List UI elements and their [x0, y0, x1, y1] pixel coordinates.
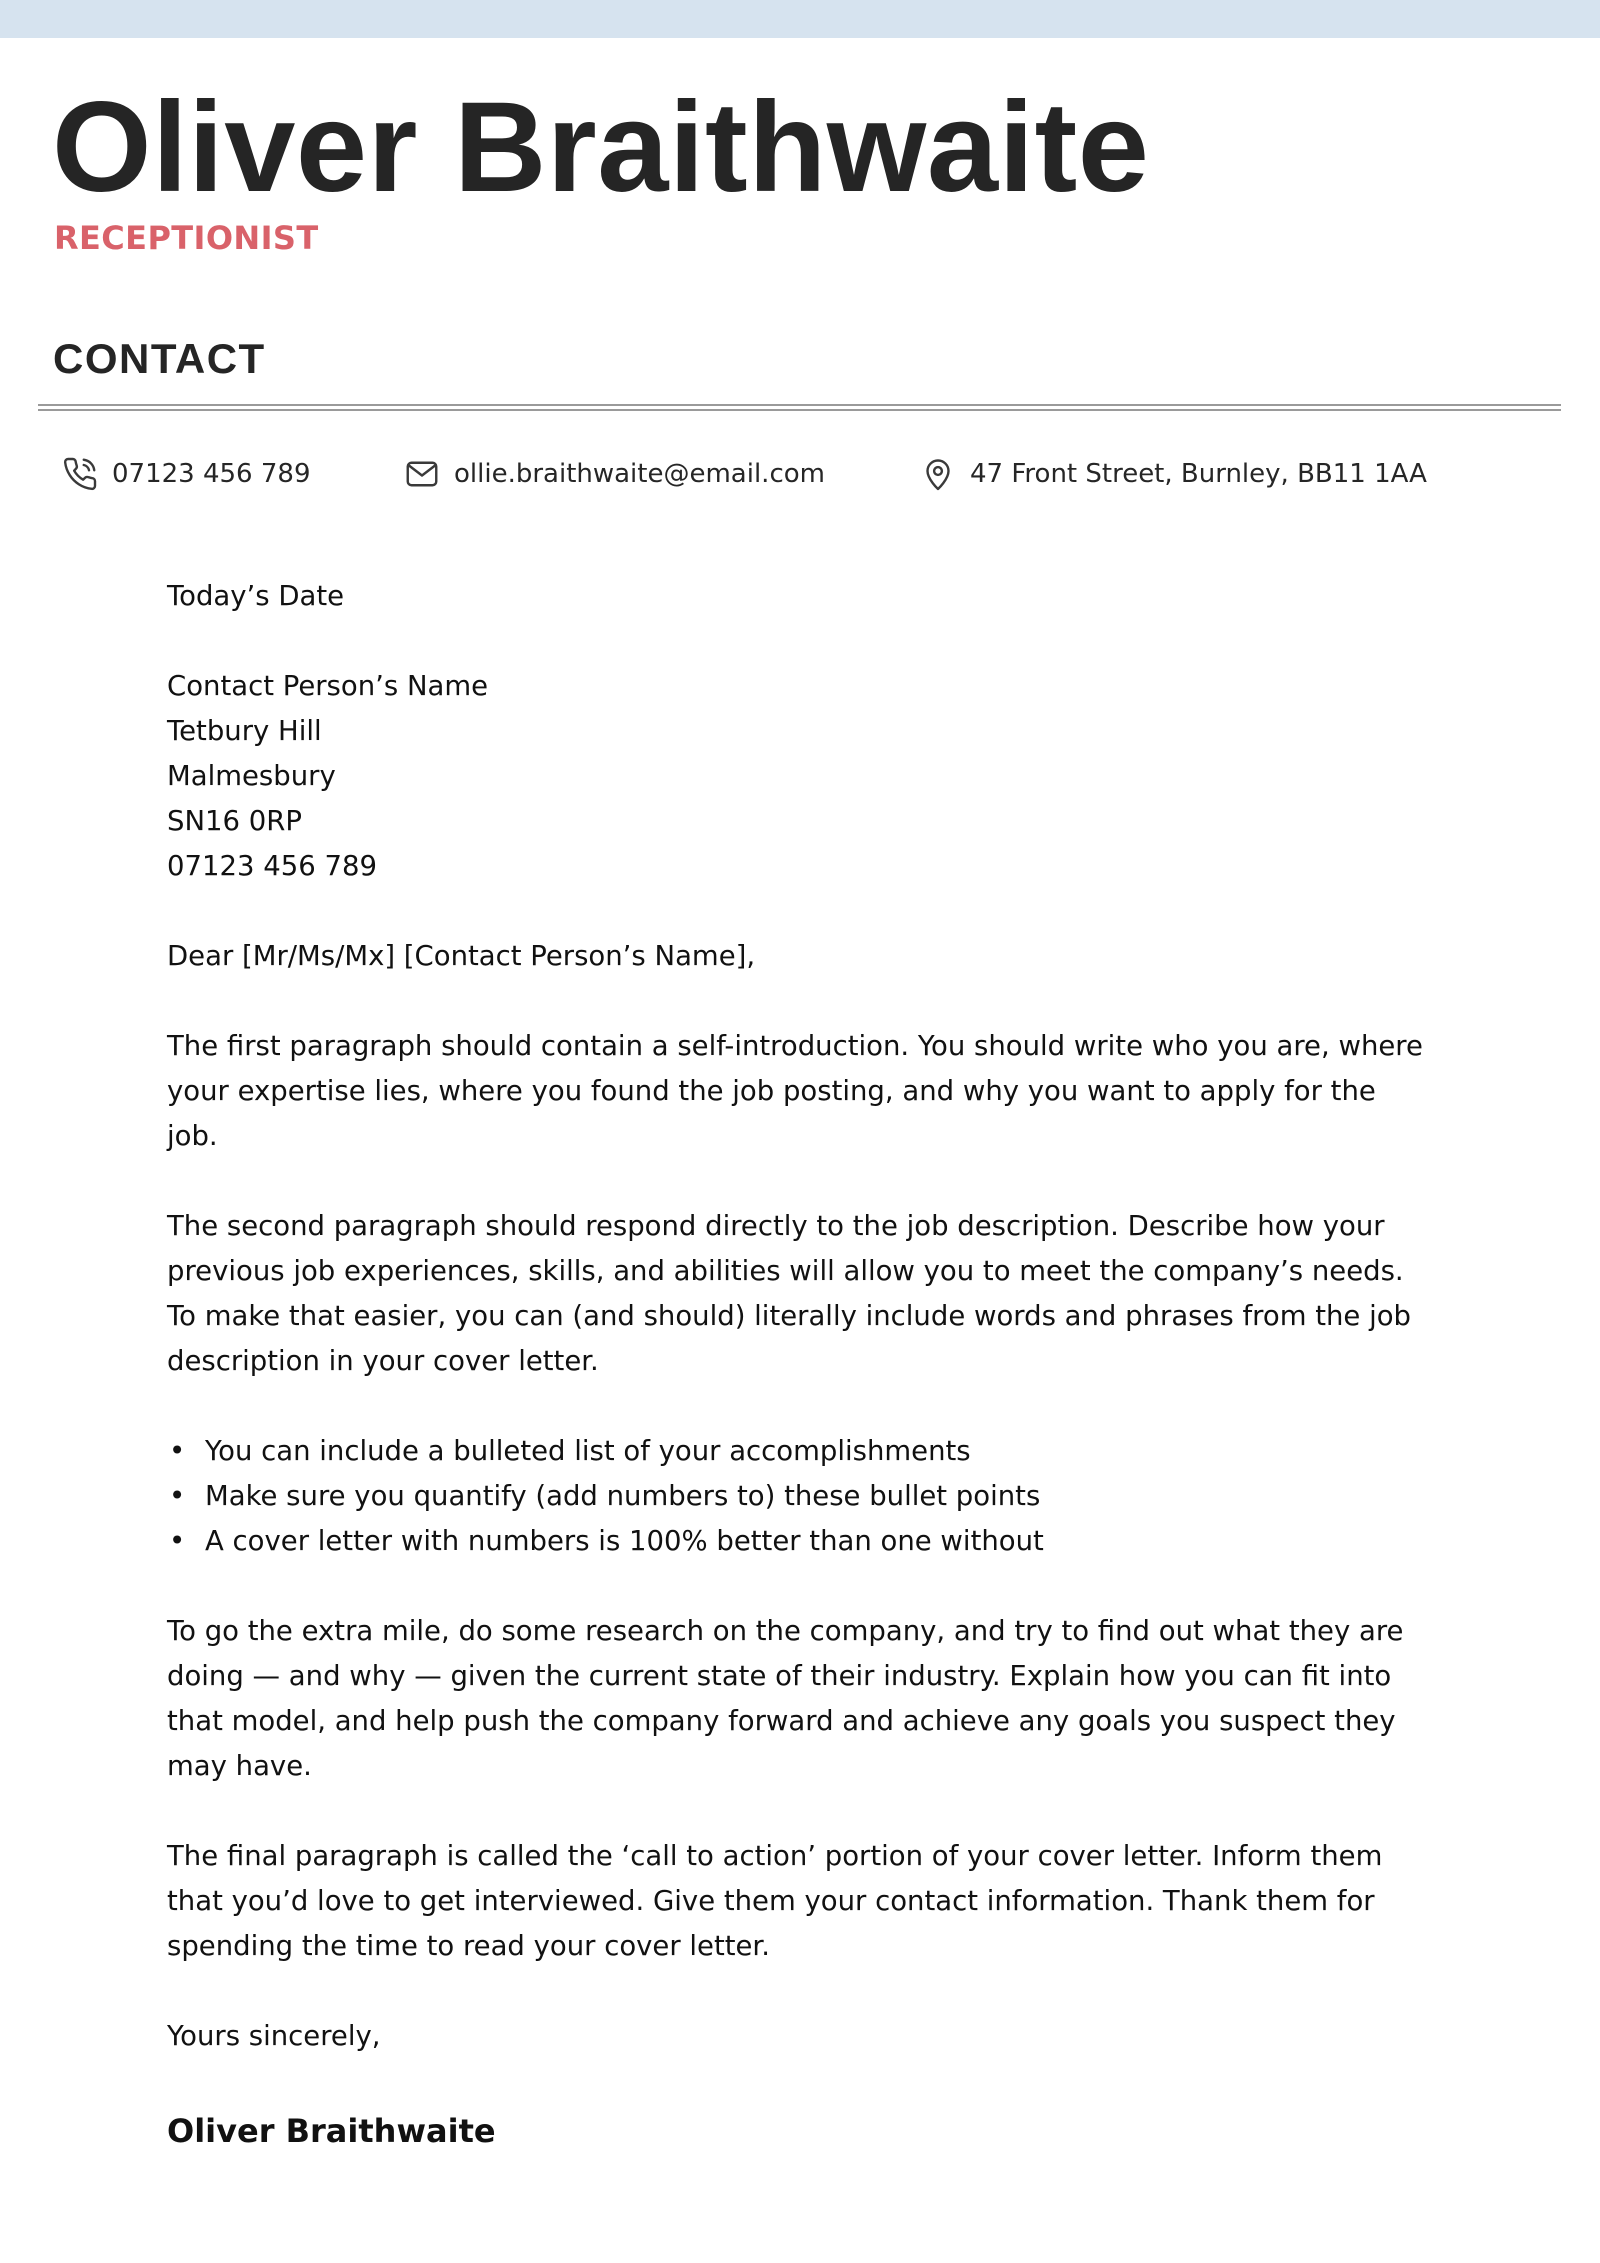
recipient-street: Tetbury Hill: [167, 715, 322, 747]
job-title: RECEPTIONIST: [54, 219, 319, 257]
contact-address: [920, 454, 1427, 494]
contact-address-text: 47 Front Street, Burnley, BB11 1AA: [970, 459, 1427, 489]
recipient-postcode: SN16 0RP: [167, 805, 302, 837]
contact-phone-text: 07123 456 789: [112, 459, 311, 489]
list-item-text: Make sure you quantify (add numbers to) these bullet points: [205, 1480, 1041, 1512]
top-color-band: [0, 0, 1600, 38]
recipient-phone: 07123 456 789: [167, 850, 377, 882]
paragraph-job-response: The second paragraph should respond directly to the job description. Describe how your previous job experiences, skills, and abilities will allow you to meet the company’s needs. To make that easier, you can (and should) literally include words and phrases from the job description in your cover letter.: [167, 1210, 1412, 1377]
paragraph-call-to-action: The final paragraph is called the ‘call to action’ portion of your cover letter. Inform them that you’d love to get interviewed. Give them your contact information. Thank them for spending the time to read your cover letter.: [167, 1840, 1383, 1962]
recipient-address: [167, 664, 1427, 889]
bullet-icon: •: [169, 1435, 186, 1467]
bullet-icon: •: [169, 1525, 186, 1557]
list-item: [167, 1519, 1427, 1564]
section-divider-top: [38, 404, 1561, 406]
bullet-icon: •: [169, 1480, 186, 1512]
paragraph-introduction: The first paragraph should contain a self-introduction. You should write who you are, where your expertise lies, where you found the job posting, and why you want to apply for the job.: [167, 1030, 1423, 1152]
location-pin-icon: [920, 456, 956, 492]
letter-date: Today’s Date: [167, 580, 345, 612]
recipient-town: Malmesbury: [167, 760, 336, 792]
applicant-name: Oliver Braithwaite: [52, 76, 1150, 219]
section-divider-bottom: [38, 409, 1561, 411]
list-item-text: A cover letter with numbers is 100% better than one without: [205, 1525, 1044, 1557]
closing: Yours sincerely,: [167, 2020, 381, 2052]
list-item: [167, 1429, 1427, 1474]
phone-icon: [62, 456, 98, 492]
contact-section-heading: CONTACT: [53, 335, 266, 382]
signature-name: Oliver Braithwaite: [167, 2112, 496, 2150]
list-item: [167, 1474, 1427, 1519]
list-item-text: You can include a bulleted list of your accomplishments: [205, 1435, 971, 1467]
contact-phone: [62, 454, 311, 494]
letter-body: [167, 574, 1427, 2199]
email-icon: [404, 456, 440, 492]
accomplishments-list: [167, 1429, 1427, 1564]
paragraph-research: To go the extra mile, do some research on the company, and try to find out what they are doing — and why — given the current state of their industry. Explain how you can fit into that model, and help push the company forward and achieve any goals you suspect they may have.: [167, 1615, 1404, 1782]
salutation: Dear [Mr/Ms/Mx] [Contact Person’s Name],: [167, 940, 756, 972]
contact-email[interactable]: [404, 454, 825, 494]
recipient-name: Contact Person’s Name: [167, 670, 489, 702]
contact-email-text[interactable]: ollie.braithwaite@email.com: [454, 459, 825, 489]
